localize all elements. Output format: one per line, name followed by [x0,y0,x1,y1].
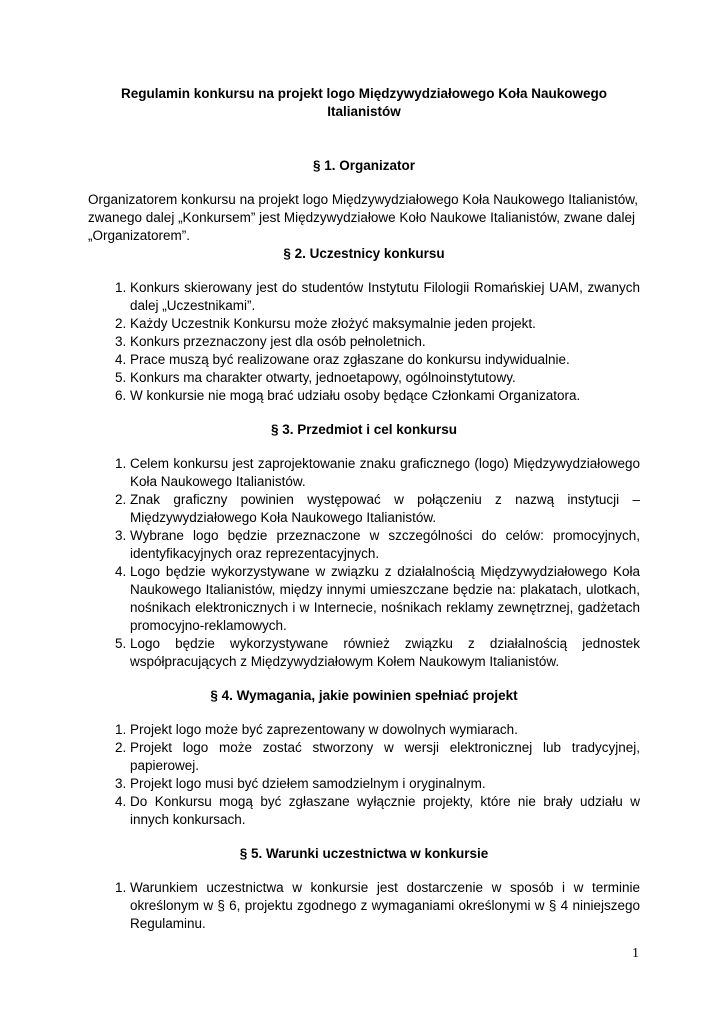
section-3-list [88,455,640,671]
list-item: 5. Konkurs ma charakter otwarty, jednoetapowy, ogólnoinstytutowy. [130,369,640,387]
list-item: 2. Projekt logo może zostać stworzony w wersji elektronicznej lub tradycyjnej, papierowej. [130,739,640,775]
list-item: 4. Logo będzie wykorzystywane w związku z działalnością Międzywydziałowego Koła Naukowego Italianistów, między innymi umieszczane będzie na: plakatach, ulotkach, nośnikach elektronicznych i w Internecie, nośnikach reklamy zewnętrznej, gadżetach promocyjno-reklamowych. [130,563,640,635]
section-1-heading: § 1. Organizator [312,158,416,173]
section-4-heading: § 4. Wymagania, jakie powinien spełniać projekt [210,688,518,703]
list-item: 2. Każdy Uczestnik Konkursu może złożyć maksymalnie jeden projekt. [130,315,640,333]
section-5-heading: § 5. Warunki uczestnictwa w konkursie [239,846,489,861]
list-item: 3. Projekt logo musi być dziełem samodzielnym i oryginalnym. [130,775,640,793]
list-item: 1. Projekt logo może być zaprezentowany w dowolnych wymiarach. [130,721,640,739]
list-item: 4. Do Konkursu mogą być zgłaszane wyłącznie projekty, które nie brały udziału w innych konkursach. [130,793,640,829]
list-item: 3. Konkurs przeznaczony jest dla osób pełnoletnich. [130,333,640,351]
list-item: 1. Celem konkursu jest zaprojektowanie znaku graficznego (logo) Międzywydziałowego Koła Naukowego Italianistów. [130,455,640,491]
page-number: 1 [632,946,639,961]
section-2-list [88,279,640,405]
section-2-heading: § 2. Uczestnicy konkursu [283,246,445,261]
section-1-paragraph: Organizatorem konkursu na projekt logo Międzywydziałowego Koła Naukowego Italianistów, zwanego dalej „Konkursem” jest Międzywydziałowe Koło Naukowe Italianistów, zwane dalej „Organizatorem”. [88,192,639,243]
list-item: 4. Prace muszą być realizowane oraz zgłaszane do konkursu indywidualnie. [130,351,640,369]
document-title: Regulamin konkursu na projekt logo Międzywydziałowego Koła Naukowego Italianistów [120,86,608,119]
list-item: 5. Logo będzie wykorzystywane również związku z działalnością jednostek współpracujących z Międzywydziałowym Kołem Naukowym Italianistów. [130,635,640,671]
list-item: 1. Konkurs skierowany jest do studentów Instytutu Filologii Romańskiej UAM, zwanych dalej „Uczestnikami”. [130,279,640,315]
list-item: 6. W konkursie nie mogą brać udziału osoby będące Członkami Organizatora. [130,387,640,405]
list-item: 1. Warunkiem uczestnictwa w konkursie jest dostarczenie w sposób i w terminie określonym w § 6, projektu zgodnego z wymaganiami określonymi w § 4 niniejszego Regulaminu. [130,879,640,933]
list-item: 2. Znak graficzny powinien występować w połączeniu z nazwą instytucji – Międzywydziałowego Koła Naukowego Italianistów. [130,491,640,527]
section-4-list [88,721,640,829]
list-item: 3. Wybrane logo będzie przeznaczone w szczególności do celów: promocyjnych, identyfikacyjnych oraz reprezentacyjnych. [130,527,640,563]
section-5-list [88,879,640,933]
section-3-heading: § 3. Przedmiot i cel konkursu [270,422,458,437]
